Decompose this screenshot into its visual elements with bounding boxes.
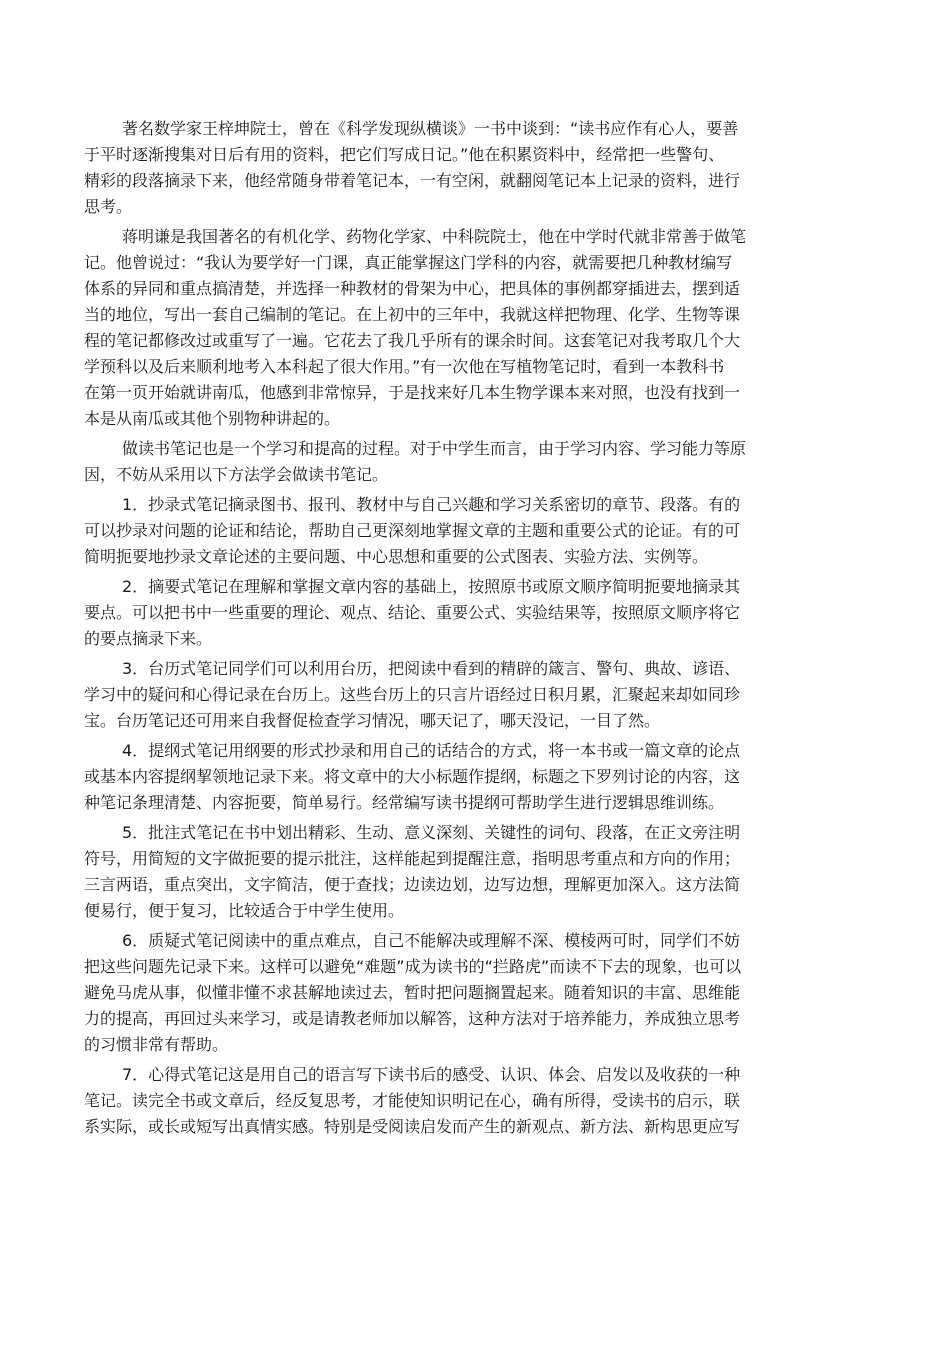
text-line: 1．抄录式笔记摘录图书、报刊、教材中与自己兴趣和学习关系密切的章节、段落。有的	[122, 495, 741, 514]
paragraph	[84, 656, 868, 734]
text-line: 思考。	[84, 197, 133, 216]
text-line: 蒋明谦是我国著名的有机化学、药物化学家、中科院院士，他在中学时代就非常善于做笔	[122, 227, 747, 246]
text-line: 宝。台历笔记还可用来自我督促检查学习情况，哪天记了，哪天没记，一目了然。	[84, 711, 661, 730]
text-line: 力的提高，再回过头来学习，或是请教老师加以解答，这种方法对于培养能力，养成独立思考	[84, 1009, 741, 1028]
text-line: 于平时逐渐搜集对日后有用的资料，把它们写成日记。”他在积累资料中，经常把一些警句、	[84, 145, 725, 164]
text-line: 本是从南瓜或其他个别物种讲起的。	[84, 409, 341, 428]
text-line: 做读书笔记也是一个学习和提高的过程。对于中学生而言，由于学习内容、学习能力等原	[122, 439, 747, 458]
text-line: 的要点摘录下来。	[84, 629, 213, 648]
text-line: 便易行，便于复习，比较适合于中学生使用。	[84, 901, 405, 920]
text-line: 要点。可以把书中一些重要的理论、观点、结论、重要公式、实验结果等，按照原文顺序将它	[84, 603, 741, 622]
text-line: 简明扼要地抄录文章论述的主要问题、中心思想和重要的公式图表、实验方法、实例等。	[84, 547, 709, 566]
text-line: 或基本内容提纲挈领地记录下来。将文章中的大小标题作提纲，标题之下罗列讨论的内容，这	[84, 767, 741, 786]
text-line: 程的笔记都修改过或重写了一遍。它花去了我几乎所有的课余时间。这套笔记对我考取几个大	[84, 331, 741, 350]
text-line: 符号，用简短的文字做扼要的提示批注，这样能起到提醒注意，指明思考重点和方向的作用；	[84, 849, 741, 868]
text-line: 笔记。读完全书或文章后，经反复思考，才能使知识明记在心，确有所得，受读书的启示，联	[84, 1091, 741, 1110]
text-line: 在第一页开始就讲南瓜，他感到非常惊异，于是找来好几本生物学课本来对照，也没有找到一	[84, 383, 741, 402]
paragraph	[84, 928, 868, 1058]
paragraph	[84, 738, 868, 816]
text-line: 学习中的疑问和心得记录在台历上。这些台历上的只言片语经过日积月累，汇聚起来却如同珍	[84, 685, 741, 704]
text-line: 2．摘要式笔记在理解和掌握文章内容的基础上，按照原书或原文顺序简明扼要地摘录其	[122, 577, 741, 596]
text-line: 学预科以及后来顺利地考入本科起了很大作用。”有一次他在写植物笔记时，看到一本教科书	[84, 357, 725, 376]
paragraph	[84, 1062, 868, 1140]
text-line: 当的地位，写出一套自己编制的笔记。在上初中的三年中，我就这样把物理、化学、生物等课	[84, 305, 741, 324]
text-line: 记。他曾说过：“我认为要学好一门课，真正能掌握这门学科的内容，就需要把几种教材编写	[84, 253, 733, 272]
text-line: 的习惯非常有帮助。	[84, 1035, 229, 1054]
text-line: 著名数学家王梓坤院士，曾在《科学发现纵横谈》一书中谈到：“读书应作有心人，要善	[122, 119, 739, 138]
text-line: 5．批注式笔记在书中划出精彩、生动、意义深刻、关键性的词句、段落，在正文旁注明	[122, 823, 741, 842]
paragraph	[84, 574, 868, 652]
text-line: 3．台历式笔记同学们可以利用台历，把阅读中看到的精辟的箴言、警句、典故、谚语、	[122, 659, 741, 678]
text-line: 避免马虎从事，似懂非懂不求甚解地读过去，暂时把问题搁置起来。随着知识的丰富、思维能	[84, 983, 741, 1002]
document-body	[84, 116, 868, 1140]
text-line: 4．提纲式笔记用纲要的形式抄录和用自己的话结合的方式，将一本书或一篇文章的论点	[122, 741, 741, 760]
text-line: 种笔记条理清楚、内容扼要，简单易行。经常编写读书提纲可帮助学生进行逻辑思维训练。	[84, 793, 725, 812]
text-line: 因，不妨从采用以下方法学会做读书笔记。	[84, 465, 389, 484]
text-line: 三言两语，重点突出，文字简洁，便于查找；边读边划，边写边想，理解更加深入。这方法简	[84, 875, 741, 894]
text-line: 把这些问题先记录下来。这样可以避免“难题”成为读书的“拦路虎”而读不下去的现象，也可以	[84, 957, 742, 976]
paragraph	[84, 436, 868, 488]
text-line: 7．心得式笔记这是用自己的语言写下读书后的感受、认识、体会、启发以及收获的一种	[122, 1065, 741, 1084]
paragraph	[84, 492, 868, 570]
paragraph	[84, 820, 868, 924]
paragraph	[84, 224, 868, 432]
text-line: 可以抄录对问题的论证和结论，帮助自己更深刻地掌握文章的主题和重要公式的论证。有的可	[84, 521, 741, 540]
text-line: 精彩的段落摘录下来，他经常随身带着笔记本，一有空闲，就翻阅笔记本上记录的资料，进行	[84, 171, 741, 190]
text-line: 6．质疑式笔记阅读中的重点难点，自己不能解决或理解不深、模棱两可时，同学们不妨	[122, 931, 741, 950]
text-line: 体系的异同和重点搞清楚，并选择一种教材的骨架为中心，把具体的事例都穿插进去，摆到适	[84, 279, 741, 298]
text-line: 系实际，或长或短写出真情实感。特别是受阅读启发而产生的新观点、新方法、新构思更应写	[84, 1117, 741, 1136]
paragraph	[84, 116, 868, 220]
